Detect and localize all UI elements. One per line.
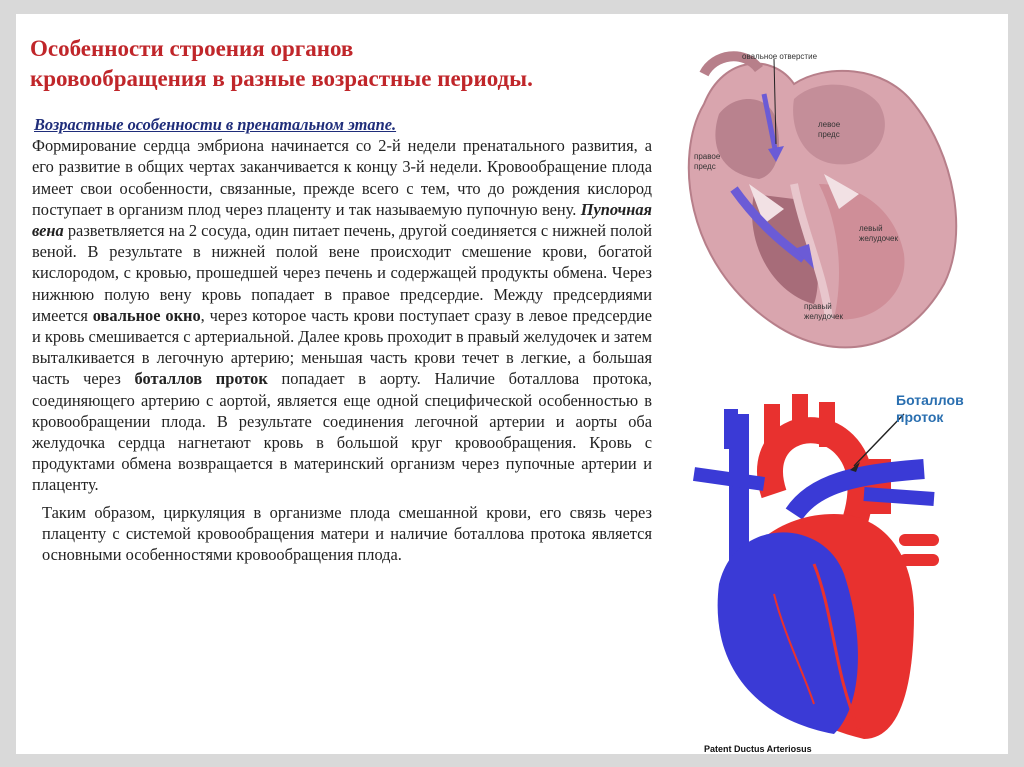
label-left-ventricle: левый желудочек [859,224,898,243]
label-right-ventricle: правый желудочек [804,302,843,321]
heart-ductus-figure [664,374,1004,754]
figure-caption: Patent Ductus Arteriosus [704,744,812,754]
slide-title [30,34,670,94]
paragraph-2: Таким образом, циркуляция в организме плода смешанной крови, его связь через плаценту с системой кровообращения матери и наличие боталлова протока является основными особенностями кровообращения плода. [42,502,652,565]
label-ductus-arteriosus: Боталлов проток [896,392,964,425]
body-text [32,114,652,565]
paragraph-1 [32,135,652,495]
slide [16,14,1008,754]
label-oval-opening: овальное отверстие [742,52,818,61]
p1-part-a: Формирование сердца эмбриона начинается со 2-й недели пренатального развития, а его развитие в общих чертах заканчивается к концу 3-й недели. Кровообращение плода имеет свои особенности, связанные, прежде всего с тем, что до рождения кислород поступает в организм плод через плаценту и так называемую пупочную вену. [32,136,652,219]
term-oval-window: овальное окно [92,305,201,325]
subheading: Возрастные особенности в пренатальном этапе. [34,115,397,134]
title-line-1: Особенности строения органов [30,36,354,61]
title-line-2: кровообращения в разные возрастные периоды. [30,66,533,91]
heart-cross-section-figure [664,34,964,374]
term-ductus-arteriosus: боталлов проток [134,369,268,389]
heart-cross-section-image [664,34,964,374]
p1-part-b: разветвляется на 2 сосуда, один питает печень, другой соединяется с нижней полой веной. В результате в нижней полой вене происходит смешение крови, богатой кислородом, с кровью, прошедшей через печень и содержащей продукты обмена. Через нижнюю полую вену кровь попадает в правое предсердие. Между предсердиями имеется [32,221,652,325]
label-right-atrium: правое предс [694,152,721,171]
p1-part-c: , через которое часть крови поступает сразу в левое предсердие и кровь смешивается с артериальной. Далее кровь проходит в правый желудочек и затем выталкивается в легочную артерию; меньшая часть крови течет в легкие, а большая часть через [32,305,652,389]
heart-ductus-image [664,374,1004,749]
term-umbilical-vein: Пупочная вена [32,199,652,241]
label-left-atrium: левое предс [818,120,841,139]
p1-part-d: попадает в аорту. Наличие боталлова протока, соединяющего артерию с аортой, является еще одной специфической особенностью в кровообращении плода. В результате соединения легочной артерии и аорты оба желудочка сердца нагнетают кровь в большой круг кровообращения. Кровь с продуктами обмена возвращается в материнский организм через пупочные артерии и плаценту. [32,369,652,495]
